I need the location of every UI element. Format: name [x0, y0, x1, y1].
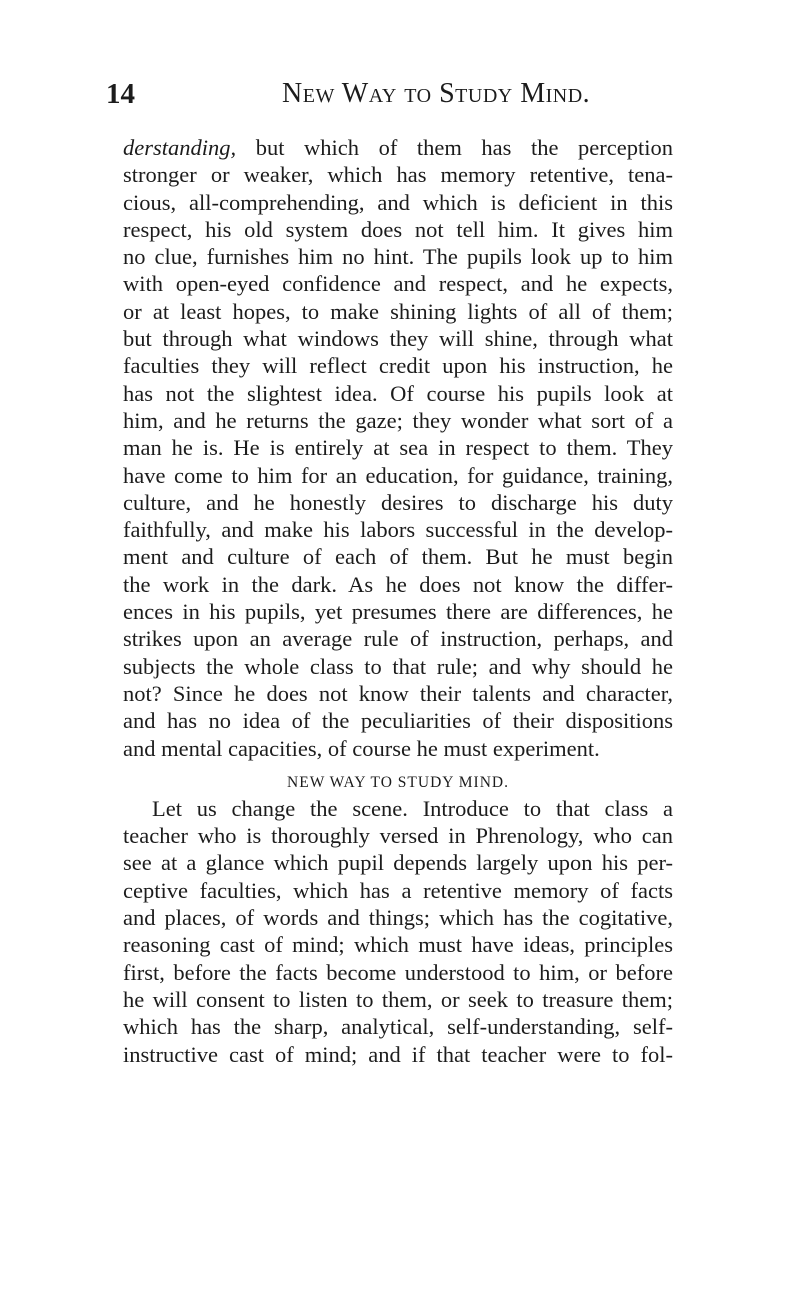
text-line: teacher who is thoroughly versed in Phrenology, who can — [123, 823, 673, 849]
text-line: and places, of words and things; which has the cogitative, — [123, 905, 673, 931]
page-number: 14 — [106, 78, 135, 110]
text-line: man he is. He is entirely at sea in respect to them. They — [123, 435, 673, 461]
text-line: culture, and he honestly desires to discharge his duty — [123, 489, 673, 515]
text-line: and mental capacities, of course he must experiment. — [123, 735, 600, 761]
text-line: him, and he returns the gaze; they wonder what sort of a — [123, 407, 673, 433]
text-line: has not the slightest idea. Of course his pupils look at — [123, 380, 673, 406]
text-line — [123, 134, 673, 161]
text-line: no clue, furnishes him no hint. The pupils look up to him — [123, 244, 673, 270]
text-line: faithfully, and make his labors successful in the develop- — [123, 517, 673, 543]
text-line: reasoning cast of mind; which must have ideas, principles — [123, 932, 673, 958]
text-line: strikes upon an average rule of instruction, perhaps, and — [123, 626, 673, 652]
text-line: with open-eyed confidence and respect, and he expects, — [123, 271, 673, 297]
text-line: or at least hopes, to make shining lights of all of them; — [123, 298, 673, 324]
text-line: first, before the facts become understood to him, or before — [123, 959, 673, 985]
text-line: but through what windows they will shine, through what — [123, 326, 673, 352]
text-line: stronger or weaker, which has memory retentive, tena- — [123, 162, 673, 188]
text-line: the work in the dark. As he does not know the differ- — [123, 571, 673, 597]
text-line: he will consent to listen to them, or seek to treasure them; — [123, 986, 673, 1012]
text-line: which has the sharp, analytical, self-understanding, self- — [123, 1014, 673, 1040]
paragraph-1 — [123, 134, 673, 762]
text-line: cious, all-comprehending, and which is deficient in this — [123, 189, 673, 215]
italic-fragment: derstanding, — [123, 135, 237, 160]
paragraph-2 — [123, 795, 673, 1068]
text-line: ment and culture of each of them. But he must begin — [123, 544, 673, 570]
running-head — [106, 78, 676, 118]
text-line: respect, his old system does not tell him. It gives him — [123, 216, 673, 242]
text-line: ences in his pupils, yet presumes there are differences, he — [123, 599, 673, 625]
line-remainder: but which of them has the perception — [236, 135, 673, 160]
text-line: Let us change the scene. Introduce to that class a — [152, 795, 673, 821]
text-line: instructive cast of mind; and if that teacher were to fol- — [123, 1041, 673, 1067]
text-line: faculties they will reflect credit upon his instruction, he — [123, 353, 673, 379]
running-title: New Way to Study Mind. — [282, 78, 591, 109]
body-text — [123, 134, 673, 1068]
text-line: and has no idea of the peculiarities of their dispositions — [123, 708, 673, 734]
text-line: ceptive faculties, which has a retentive memory of facts — [123, 877, 673, 903]
text-line: not? Since he does not know their talents and character, — [123, 680, 673, 706]
text-line: see at a glance which pupil depends largely upon his per- — [123, 850, 673, 876]
section-heading: NEW WAY TO STUDY MIND. — [287, 773, 509, 791]
text-line: subjects the whole class to that rule; and why should he — [123, 653, 673, 679]
text-line: have come to him for an education, for guidance, training, — [123, 462, 673, 488]
